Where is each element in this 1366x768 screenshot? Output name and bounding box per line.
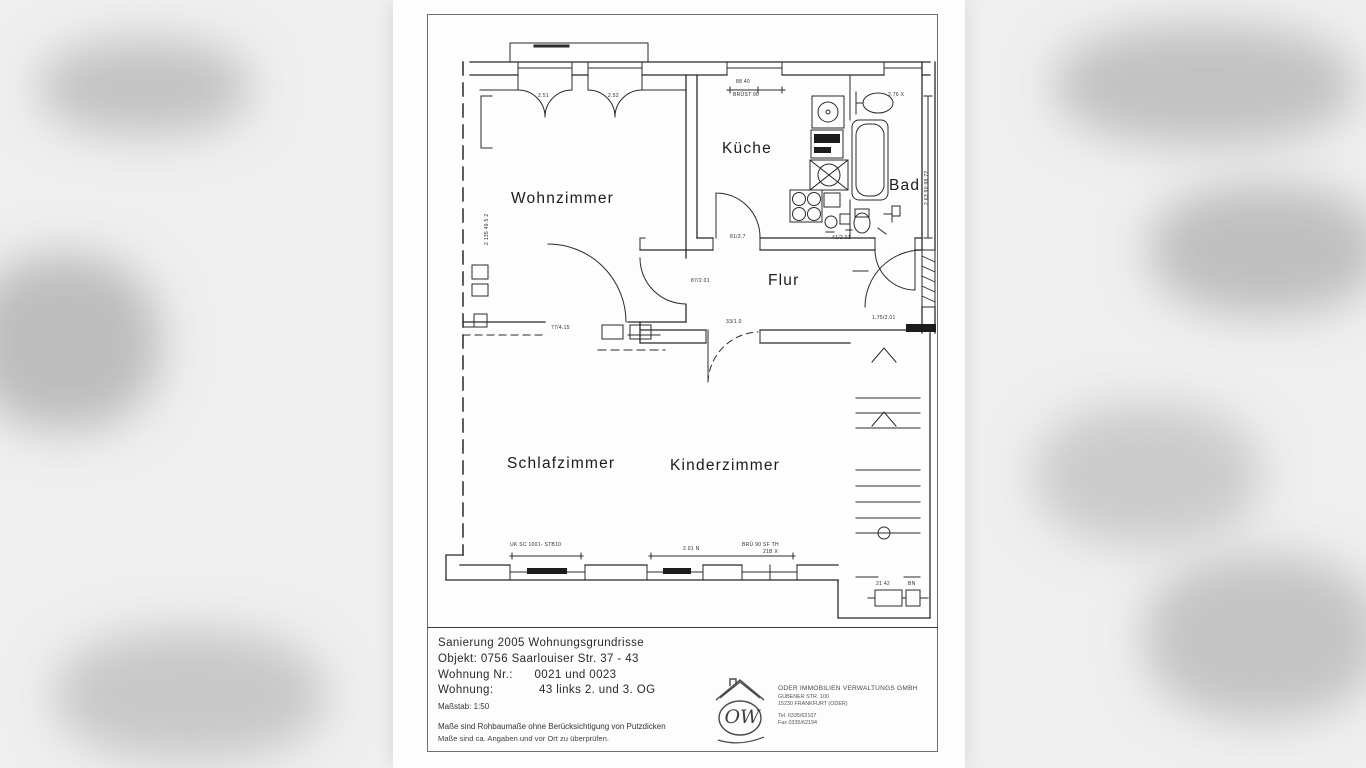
dimension-label: BN (908, 581, 916, 587)
dimension-label: 2.51 (538, 93, 549, 99)
dimension-label: BRÜ 90 SF TH (742, 542, 779, 548)
title-block (427, 627, 938, 752)
dimension-label: UK SC 1001- STB10 (510, 542, 562, 548)
company-info (778, 685, 938, 726)
dimension-label: 77/4.15 (551, 325, 570, 331)
note-line-2: Maße sind ca. Angaben und vor Ort zu überprüfen. (438, 734, 609, 743)
dimension-label: 2.76 X (888, 92, 905, 98)
dimension-label: 21B X (763, 549, 779, 555)
wohnung-nr-value: 0021 und 0023 (534, 669, 617, 681)
dimension-label: 2.01 N (683, 546, 700, 552)
dimension-label: 2.135 49.5 2 (484, 213, 490, 245)
title-line-project: Sanierung 2005 Wohnungsgrundrisse (438, 637, 645, 649)
title-line-wohnung (438, 684, 655, 696)
room-label-kueche: Küche (722, 140, 772, 157)
room-label-flur: Flur (768, 272, 800, 289)
title-line-wohnung-nr (438, 669, 616, 681)
wohnung-nr-label: Wohnung Nr.: (438, 669, 513, 681)
dimension-label: 41/2.01 (832, 235, 851, 241)
title-line-objekt: Objekt: 0756 Saarlouiser Str. 37 - 43 (438, 653, 639, 665)
company-address-2: 15230 FRANKFURT (ODER) (778, 701, 848, 707)
scale-label: Maßstab: 1:50 (438, 702, 490, 711)
dimension-label: 88 40 (736, 79, 751, 85)
company-phone: Tel. 0335/62107 (778, 712, 817, 719)
company-fax: Fax 0335/62194 (778, 720, 817, 726)
room-label-bad: Bad (889, 177, 921, 194)
company-address-1: GUBENER STR. 100 (778, 693, 829, 700)
dimension-label: 21 42 (876, 581, 891, 587)
dimension-label: 87/2.01 (691, 278, 710, 284)
dimension-label: 2.63 90 98.72 (924, 170, 930, 205)
dimension-label: 81/2.7 (730, 234, 746, 240)
logo-monogram: OW (724, 706, 760, 728)
dimension-label: 2.52 (608, 93, 619, 99)
room-label-wohnzimmer: Wohnzimmer (511, 190, 615, 207)
wohnung-label: Wohnung: (438, 684, 494, 696)
wohnung-value: 43 links 2. und 3. OG (539, 684, 656, 696)
dimension-label: BRÜST 90 (733, 92, 760, 98)
dimension-label: 1.75/2.01 (872, 315, 896, 321)
room-label-kinderzimmer: Kinderzimmer (670, 457, 781, 474)
dimension-label: 33/1.0 (726, 319, 742, 325)
note-line-1: Maße sind Rohbaumaße ohne Berücksichtigung von Putzdicken (438, 722, 666, 731)
company-name: ODER IMMOBILIEN VERWALTUNGS GMBH (778, 685, 918, 692)
room-label-schlafzimmer: Schlafzimmer (507, 455, 616, 472)
company-logo (710, 676, 774, 750)
